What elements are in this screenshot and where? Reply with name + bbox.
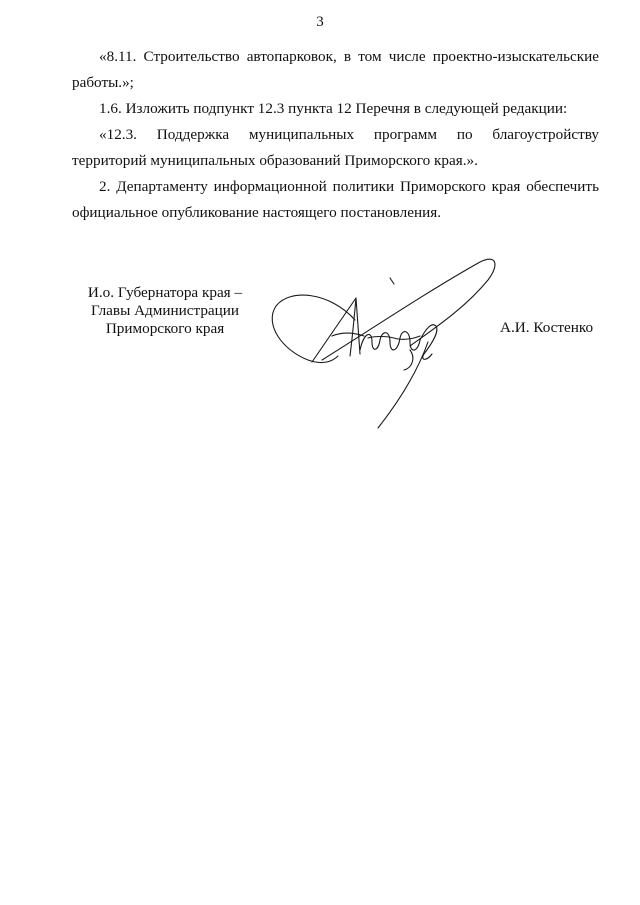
- signatory-title-line: И.о. Губернатора края –: [87, 284, 243, 301]
- paragraph-2: [72, 174, 599, 226]
- signer-name: А.И. Костенко: [500, 319, 594, 336]
- paragraph-line: официальное опубликование настоящего постановления.: [72, 204, 441, 221]
- signatory-title-line: Приморского края: [105, 320, 225, 337]
- handwritten-signature: [260, 250, 510, 440]
- paragraph-line: 2. Департаменту информационной политики Приморского края обеспечить: [99, 178, 599, 195]
- paragraph-line: «8.11. Строительство автопарковок, в том числе проектно-изыскательские: [99, 48, 599, 65]
- signatory-title-line: Главы Администрации: [90, 302, 240, 319]
- paragraph-line: работы.»;: [72, 74, 134, 91]
- paragraph-line: территорий муниципальных образований Приморского края.».: [72, 152, 478, 169]
- paragraph-line: «12.3. Поддержка муниципальных программ по благоустройству: [99, 126, 599, 143]
- paragraph-line: 1.6. Изложить подпункт 12.3 пункта 12 Перечня в следующей редакции:: [99, 100, 568, 117]
- paragraph-1-6: [72, 96, 599, 122]
- signatory-title: [60, 284, 270, 338]
- paragraph-12-3: [72, 122, 599, 174]
- page-number: 3: [316, 14, 324, 30]
- paragraph-8-11: [72, 44, 599, 96]
